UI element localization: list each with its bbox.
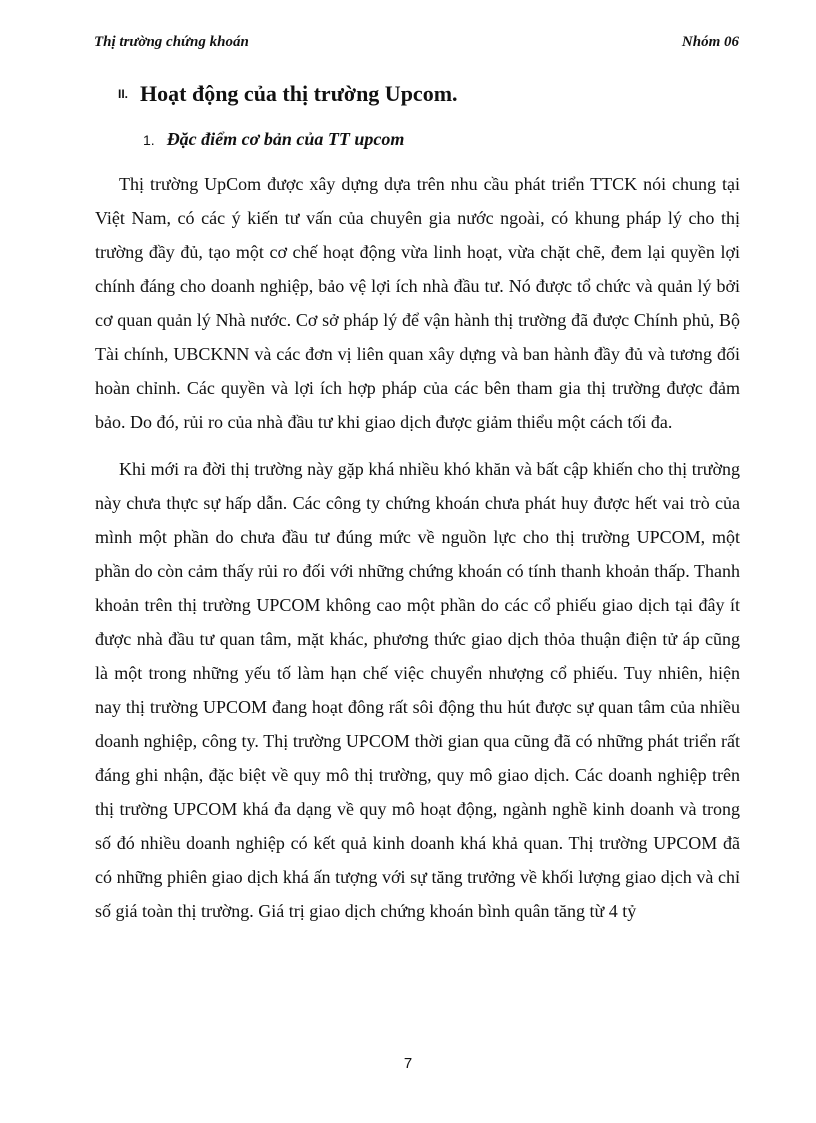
body-text	[95, 167, 740, 928]
header-group: Nhóm 06	[681, 34, 739, 50]
section-heading	[118, 81, 458, 107]
subsection-title: Đặc điểm cơ bản của TT upcom	[166, 129, 405, 149]
header-title: Thị trường chứng khoán	[94, 34, 249, 50]
page-number: 7	[403, 1055, 413, 1072]
paragraph-1: Thị trường UpCom được xây dựng dựa trên nhu cầu phát triển TTCK nói chung tại Việt Nam, có các ý kiến tư vấn của chuyên gia nước ngoài, có khung pháp lý cho thị trường đầy đủ, tạo một cơ chế hoạt động vừa linh hoạt, vừa chặt chẽ, đem lại quyền lợi chính đáng cho doanh nghiệp, bảo vệ lợi ích nhà đầu tư. Nó được tổ chức và quản lý bởi cơ quan quản lý Nhà nước. Cơ sở pháp lý để vận hành thị trường đã được Chính phủ, Bộ Tài chính, UBCKNN và các đơn vị liên quan xây dựng và ban hành đầy đủ và tương đối hoàn chỉnh. Các quyền và lợi ích hợp pháp của các bên tham gia thị trường được đảm bảo. Do đó, rủi ro của nhà đầu tư khi giao dịch được giảm thiểu một cách tối đa.	[95, 174, 740, 432]
paragraph-2: Khi mới ra đời thị trường này gặp khá nhiều khó khăn và bất cập khiến cho thị trường này chưa thực sự hấp dẫn. Các công ty chứng khoán chưa phát huy được hết vai trò của mình một phần do chưa đầu tư đúng mức về nguồn lực cho thị trường UPCOM, một phần do còn cảm thấy rủi ro đối với những chứng khoán có tính thanh khoản thấp. Thanh khoản trên thị trường UPCOM không cao một phần do các cổ phiếu giao dịch tại đây ít được nhà đầu tư quan tâm, mặt khác, phương thức giao dịch thỏa thuận điện tử áp cũng là một trong những yếu tố làm hạn chế việc chuyển nhượng cổ phiếu. Tuy nhiên, hiện nay thị trường UPCOM đang hoạt đông rất sôi động thu hút được sự quan tâm của nhiều doanh nghiệp, công ty. Thị trường UPCOM thời gian qua cũng đã có những phát triển rất đáng ghi nhận, đặc biệt về quy mô thị trường, quy mô giao dịch. Các doanh nghiệp trên thị trường UPCOM khá đa dạng về quy mô hoạt động, ngành nghề kinh doanh và trong số đó nhiều doanh nghiệp có kết quả kinh doanh khá khả quan. Thị trường UPCOM đã có những phiên giao dịch khá ấn tượng với sự tăng trưởng về khối lượng giao dịch và chỉ số giá toàn thị trường. Giá trị giao dịch chứng khoán bình quân tăng từ 4 tỷ	[95, 459, 740, 921]
subsection-number: 1.	[143, 132, 155, 148]
subsection-heading	[143, 129, 404, 150]
section-numeral: II.	[118, 87, 129, 101]
page-header	[94, 34, 739, 51]
section-title: Hoạt động của thị trường Upcom.	[140, 81, 458, 106]
